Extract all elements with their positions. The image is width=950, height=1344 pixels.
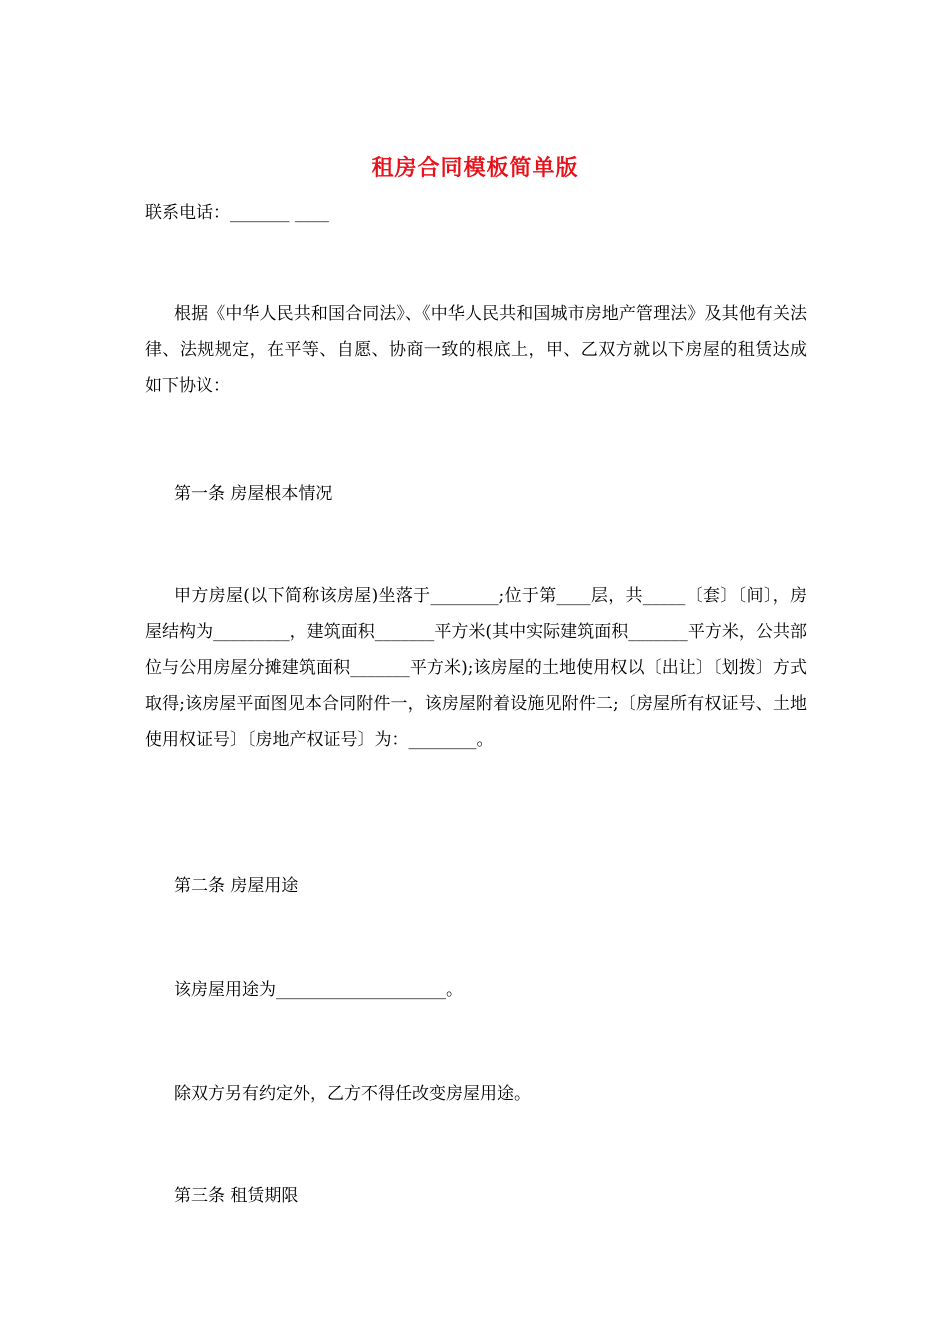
article-2-paragraph-usage: 该房屋用途为____________________。 xyxy=(174,980,463,1000)
contact-phone-line: 联系电话：_______ ____ xyxy=(145,203,329,223)
article-1-heading: 第一条 房屋根本情况 xyxy=(174,484,333,504)
article-2-heading: 第二条 房屋用途 xyxy=(174,876,299,896)
article-2-paragraph-restriction: 除双方另有约定外，乙方不得任改变房屋用途。 xyxy=(174,1084,531,1104)
article-3-heading: 第三条 租赁期限 xyxy=(174,1186,299,1206)
article-1-paragraph: 甲方房屋(以下简称该房屋)坐落于________;位于第____层，共_____〔套〕〔间〕，房屋结构为_________，建筑面积_______平方米(其中实际建筑面积_______平方米，公共部位与公用房屋分摊建筑面积_______平方米);该房屋的土地使用权以〔出让〕〔划拨〕方式取得;该房屋平面图见本合同附件一，该房屋附着设施见附件二;〔房屋所有权证号、土地使用权证号〕〔房地产权证号〕为：________。 xyxy=(145,586,807,750)
intro-paragraph: 根据《中华人民共和国合同法》、《中华人民共和国城市房地产管理法》及其他有关法律、法规规定，在平等、自愿、协商一致的根底上，甲、乙双方就以下房屋的租赁达成如下协议： xyxy=(145,304,807,396)
document-title: 租房合同模板简单版 xyxy=(371,155,579,181)
